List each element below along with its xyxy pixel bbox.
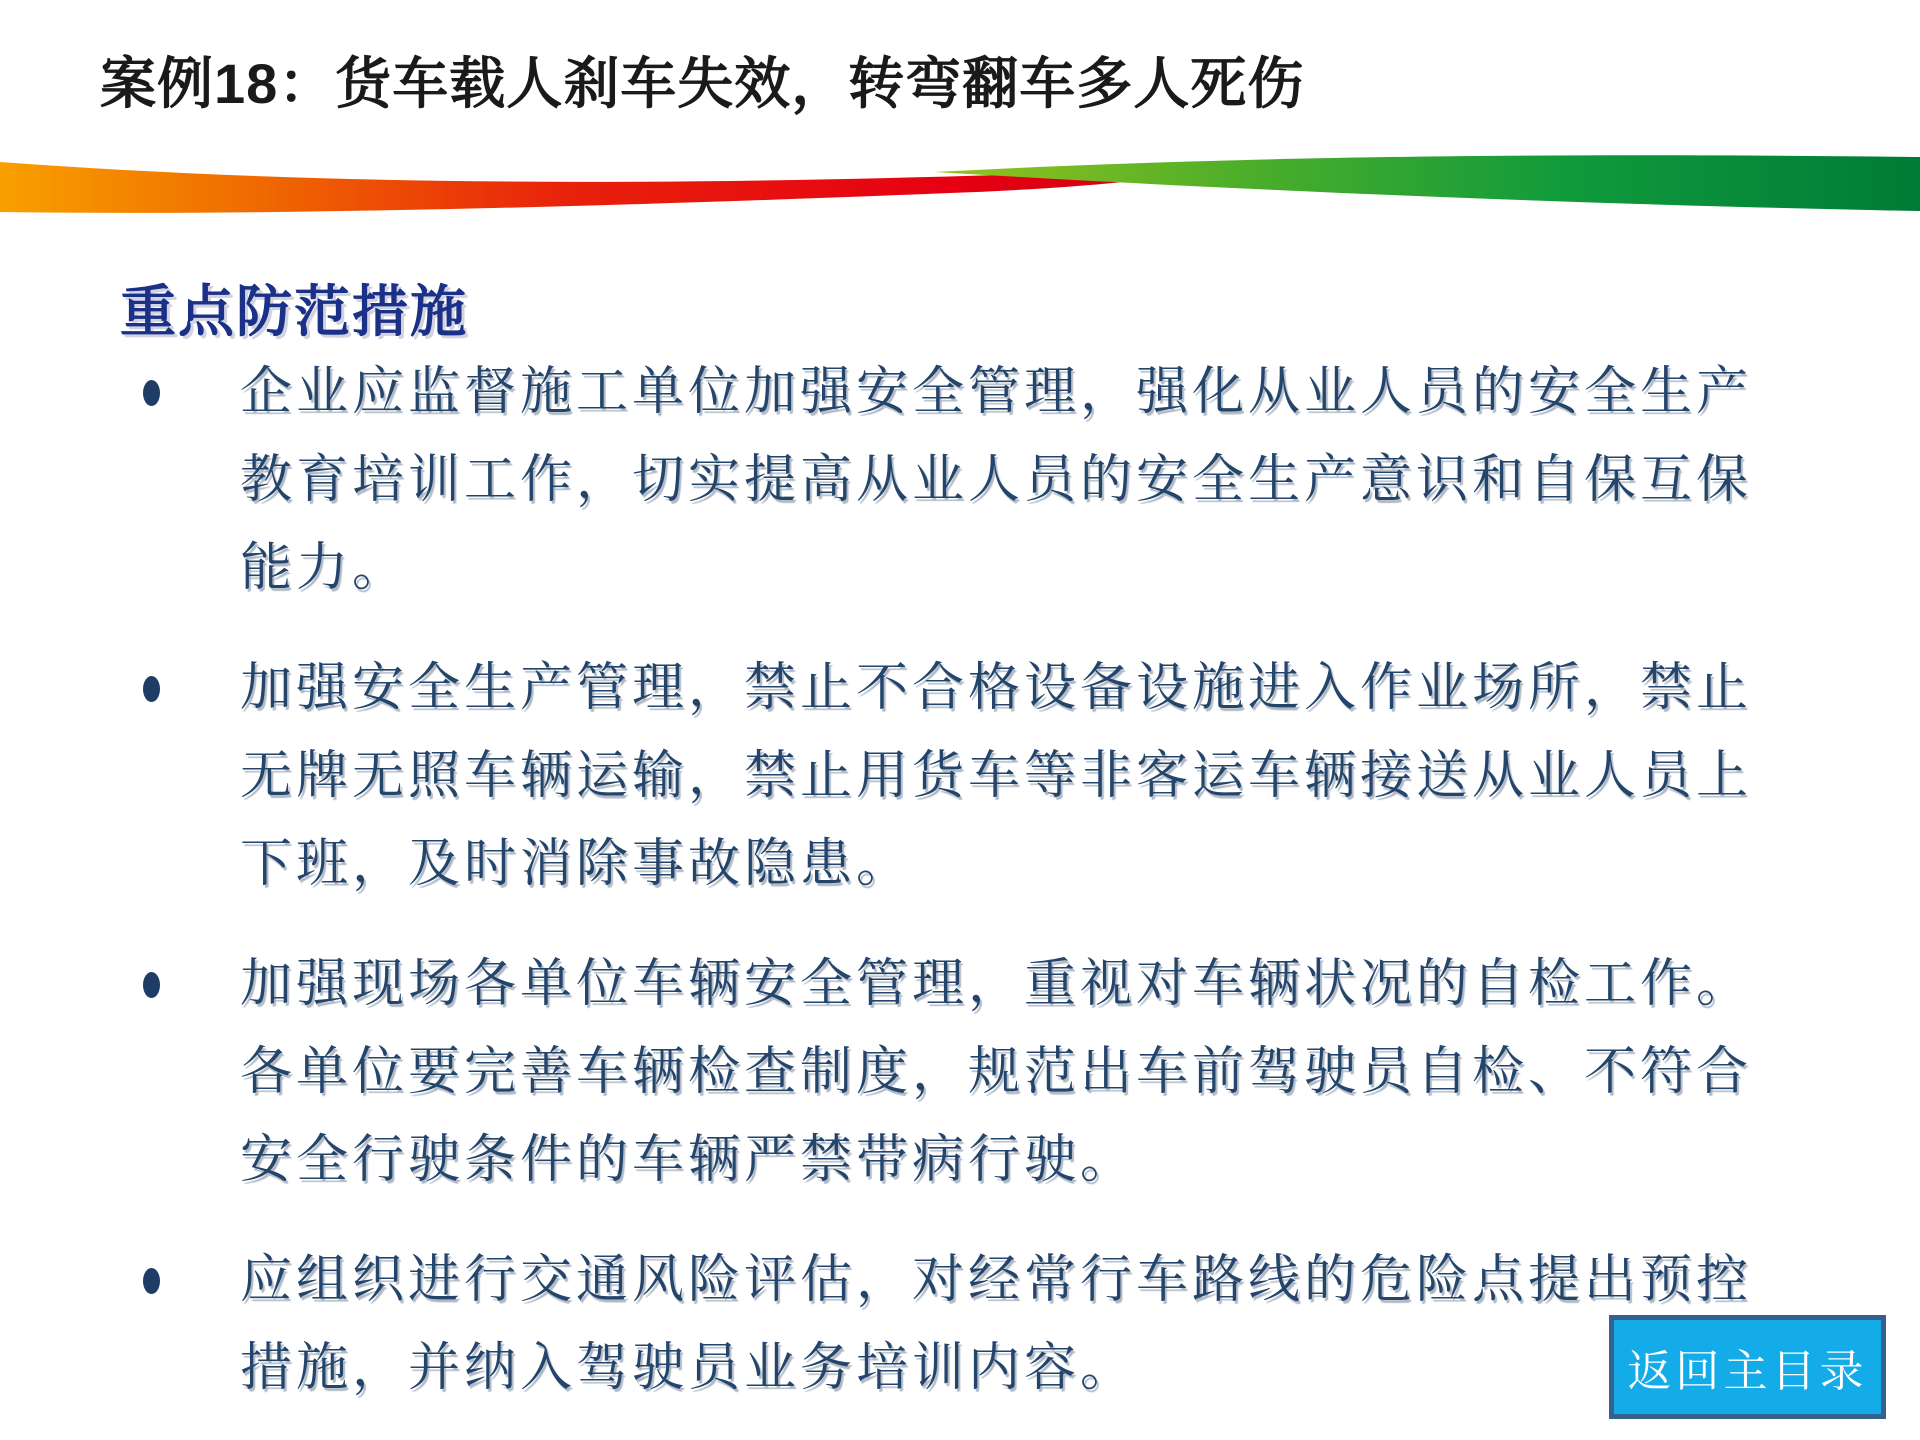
bullet-dot xyxy=(143,380,160,406)
back-button-label: 返回主目录 xyxy=(1627,1347,1868,1396)
bullet-text-line: 教育培训工作，切实提高从业人员的安全生产意识和自保互保 xyxy=(240,452,1753,509)
bullet-text-line: 应组织进行交通风险评估，对经常行车路线的危险点提出预控 xyxy=(240,1252,1753,1309)
bullet-text-line: 安全行驶条件的车辆严禁带病行驶。 xyxy=(240,1132,1137,1189)
bullet-text-line: 无牌无照车辆运输，禁止用货车等非客运车辆接送从业人员上 xyxy=(240,748,1753,805)
bullet-text-line: 加强现场各单位车辆安全管理，重视对车辆状况的自检工作。 xyxy=(240,956,1753,1013)
bullet-dot xyxy=(143,1268,160,1294)
bullet-text-line: 措施，并纳入驾驶员业务培训内容。 xyxy=(240,1340,1137,1397)
bullet-text-line: 加强安全生产管理，禁止不合格设备设施进入作业场所，禁止 xyxy=(240,660,1753,717)
bullet-list xyxy=(240,349,1752,1440)
bullet-text-line: 企业应监督施工单位加强安全管理，强化从业人员的安全生产 xyxy=(240,364,1753,421)
list-item xyxy=(240,349,1752,613)
page-title: 案例18：货车载人刹车失效，转弯翻车多人死伤 xyxy=(100,52,1305,115)
list-item xyxy=(240,941,1752,1205)
list-item xyxy=(240,1237,1752,1413)
decorative-wave-ribbon xyxy=(0,128,1920,248)
bullet-text-line: 下班，及时消除事故隐患。 xyxy=(240,836,913,893)
bullet-dot xyxy=(143,972,160,998)
bullet-text-line: 能力。 xyxy=(240,540,409,597)
section-heading: 重点防范措施 xyxy=(120,280,468,343)
bullet-dot xyxy=(143,676,160,702)
list-item xyxy=(240,645,1752,909)
back-to-main-menu-button[interactable] xyxy=(1609,1315,1886,1419)
bullet-text-line: 各单位要完善车辆检查制度，规范出车前驾驶员自检、不符合 xyxy=(240,1044,1753,1101)
